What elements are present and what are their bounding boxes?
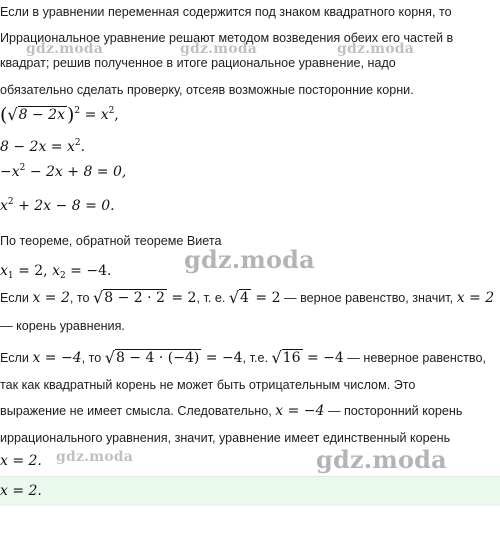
watermark-logo: gdz.moda <box>316 445 447 474</box>
sqrt-symbol: √16 <box>271 348 301 367</box>
equation-4: $x^2 + 2x - 8 = 0$. <box>0 197 115 214</box>
watermark-logo: gdz.moda <box>337 41 415 57</box>
equation-3: $-x^2 - 2x + 8 = 0$, <box>0 163 127 180</box>
check-1-line-2: — корень уравнения. <box>0 319 125 333</box>
vieta-text: По теореме, обратной теореме Виета <box>0 234 222 248</box>
equation-1: (√8 − 2x )$^2 = x^2$, <box>0 104 119 126</box>
answer-value: x = 2. <box>0 483 42 499</box>
final-root: x = 2. <box>0 453 42 469</box>
roots-line: $x_1 = 2$, $x_2 = -4$. <box>0 263 112 281</box>
watermark-logo: gdz.moda <box>56 449 134 465</box>
sqrt-symbol: √8 − 2x <box>7 105 65 124</box>
check-2-line-1: Если x = −4, то √8 − 4 · (−4) = −4, т.е. √16 = −4 — неверное равенство, <box>0 348 486 367</box>
intro-line-2: Иррациональное уравнение решают методом возведения обеих его частей в <box>0 31 454 45</box>
check-1-line-1: Если x = 2, то √8 − 2 · 2 = 2, т. е. √4 = 2 — верное равенство, значит, x = 2 <box>0 288 495 307</box>
watermark-logo: gdz.moda <box>180 41 258 57</box>
sqrt-symbol: √4 <box>228 288 249 307</box>
sqrt-symbol: √8 − 2 · 2 <box>93 288 165 307</box>
intro-line-3: квадрат; решив полученное в итоге рациональное уравнение, надо <box>0 56 396 70</box>
sqrt-symbol: √8 − 4 · (−4) <box>104 348 200 367</box>
answer-box <box>0 476 500 506</box>
check-2-line-3: выражение не имеет смысла. Следовательно, x = −4 — посторонний корень <box>0 403 463 419</box>
intro-line-4: обязательно сделать проверку, отсеяв возможные посторонние корни. <box>0 83 414 97</box>
check-2-line-2: так как квадратный корень не может быть отрицательным числом. Это <box>0 378 416 392</box>
intro-line-1: Если в уравнении переменная содержится под знаком квадратного корня, то <box>0 5 452 19</box>
watermark-logo: gdz.moda <box>26 41 104 57</box>
check-2-line-4: иррационального уравнения, значит, уравнение имеет единственный корень <box>0 431 451 445</box>
watermark-logo: gdz.moda <box>184 245 315 274</box>
equation-2: $8 - 2x = x^2$. <box>0 138 86 155</box>
